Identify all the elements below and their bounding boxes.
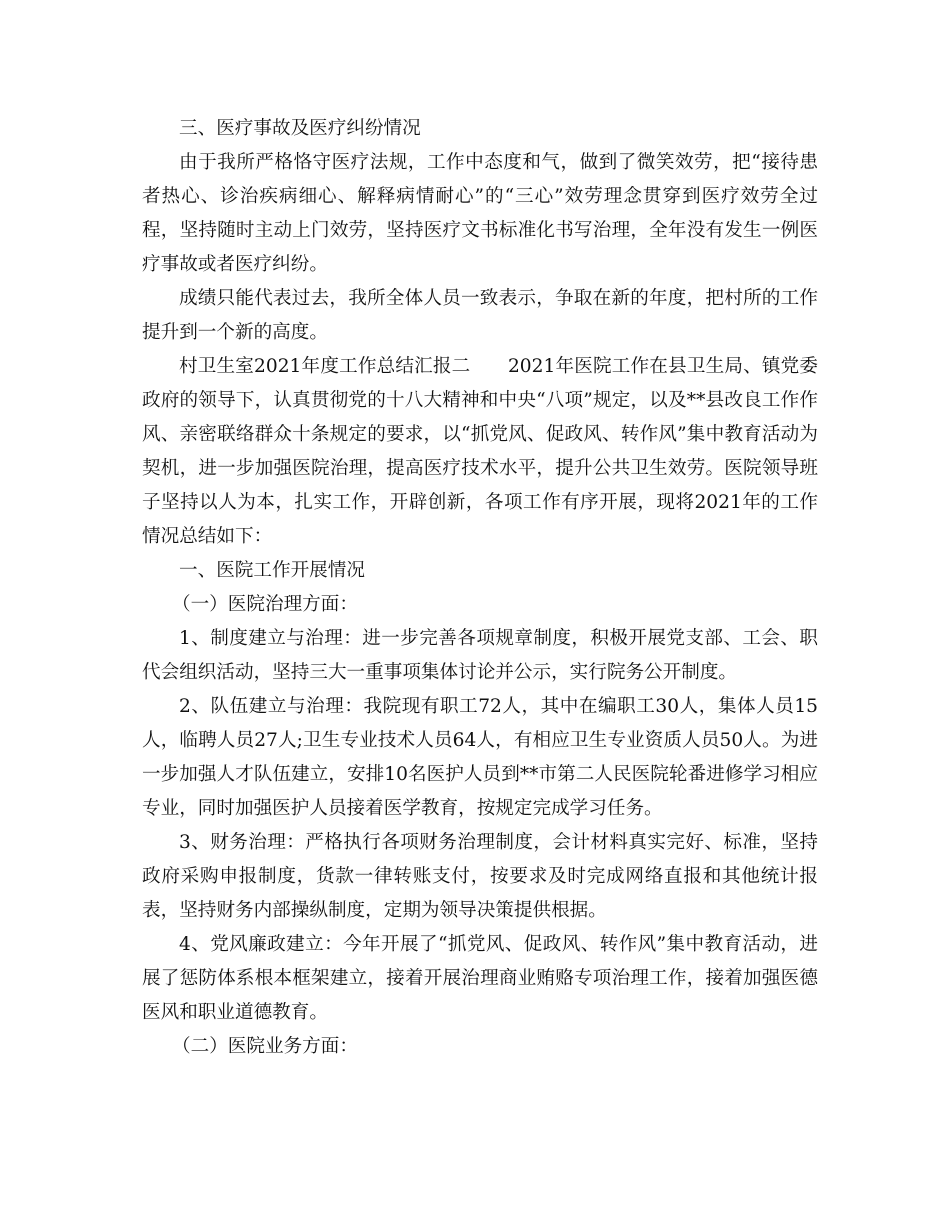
- body-paragraph: 2、队伍建立与治理：我院现有职工72人，其中在编职工30人，集体人员15人，临聘人员27人;卫生专业技术人员64人，有相应卫生专业资质人员50人。为进一步加强人才队伍建立，安排10名医护人员到**市第二人民医院轮番进修学习相应专业，同时加强医护人员接着医学教育，按规定完成学习任务。: [142, 696, 818, 819]
- body-paragraph: 4、党风廉政建立：今年开展了“抓党风、促政风、转作风”集中教育活动，进展了惩防体系根本框架建立，接着开展治理商业贿赂专项治理工作，接着加强医德医风和职业道德教育。: [142, 934, 818, 1023]
- body-paragraph: 村卫生室2021年度工作总结汇报二 2021年医院工作在县卫生局、镇党委政府的领导下，认真贯彻党的十八大精神和中央“八项”规定，以及**县改良工作作风、亲密联络群众十条规定的要求，以“抓党风、促政风、转作风”集中教育活动为契机，进一步加强医院治理，提高医疗技术水平，提升公共卫生效劳。医院领导班子坚持以人为本，扎实工作，开辟创新，各项工作有序开展，现将2021年的工作情况总结如下：: [142, 356, 818, 547]
- body-paragraph: 由于我所严格恪守医疗法规，工作中态度和气，做到了微笑效劳，把“接待患者热心、诊治疾病细心、解释病情耐心”的“三心”效劳理念贯穿到医疗效劳全过程，坚持随时主动上门效劳，坚持医疗文书标准化书写治理，全年没有发生一例医疗事故或者医疗纠纷。: [142, 152, 818, 275]
- body-paragraph: 成绩只能代表过去，我所全体人员一致表示，争取在新的年度，把村所的工作提升到一个新的高度。: [142, 288, 818, 343]
- body-paragraph: 1、制度建立与治理：进一步完善各项规章制度，积极开展党支部、工会、职代会组织活动，坚持三大一重事项集体讨论并公示，实行院务公开制度。: [142, 628, 818, 683]
- section-heading-work-progress: 一、医院工作开展情况: [179, 560, 365, 581]
- document-body: [142, 112, 818, 1064]
- body-paragraph: 3、财务治理：严格执行各项财务治理制度，会计材料真实完好、标准，坚持政府采购申报制度，货款一律转账支付，按要求及时完成网络直报和其他统计报表，坚持财务内部操纵制度，定期为领导决策提供根据。: [142, 832, 818, 921]
- subsection-heading-hospital-management: （一）医院治理方面：: [172, 594, 358, 615]
- section-heading-medical-accidents: 三、医疗事故及医疗纠纷情况: [179, 118, 421, 139]
- subsection-heading-hospital-business: （二）医院业务方面：: [172, 1036, 358, 1057]
